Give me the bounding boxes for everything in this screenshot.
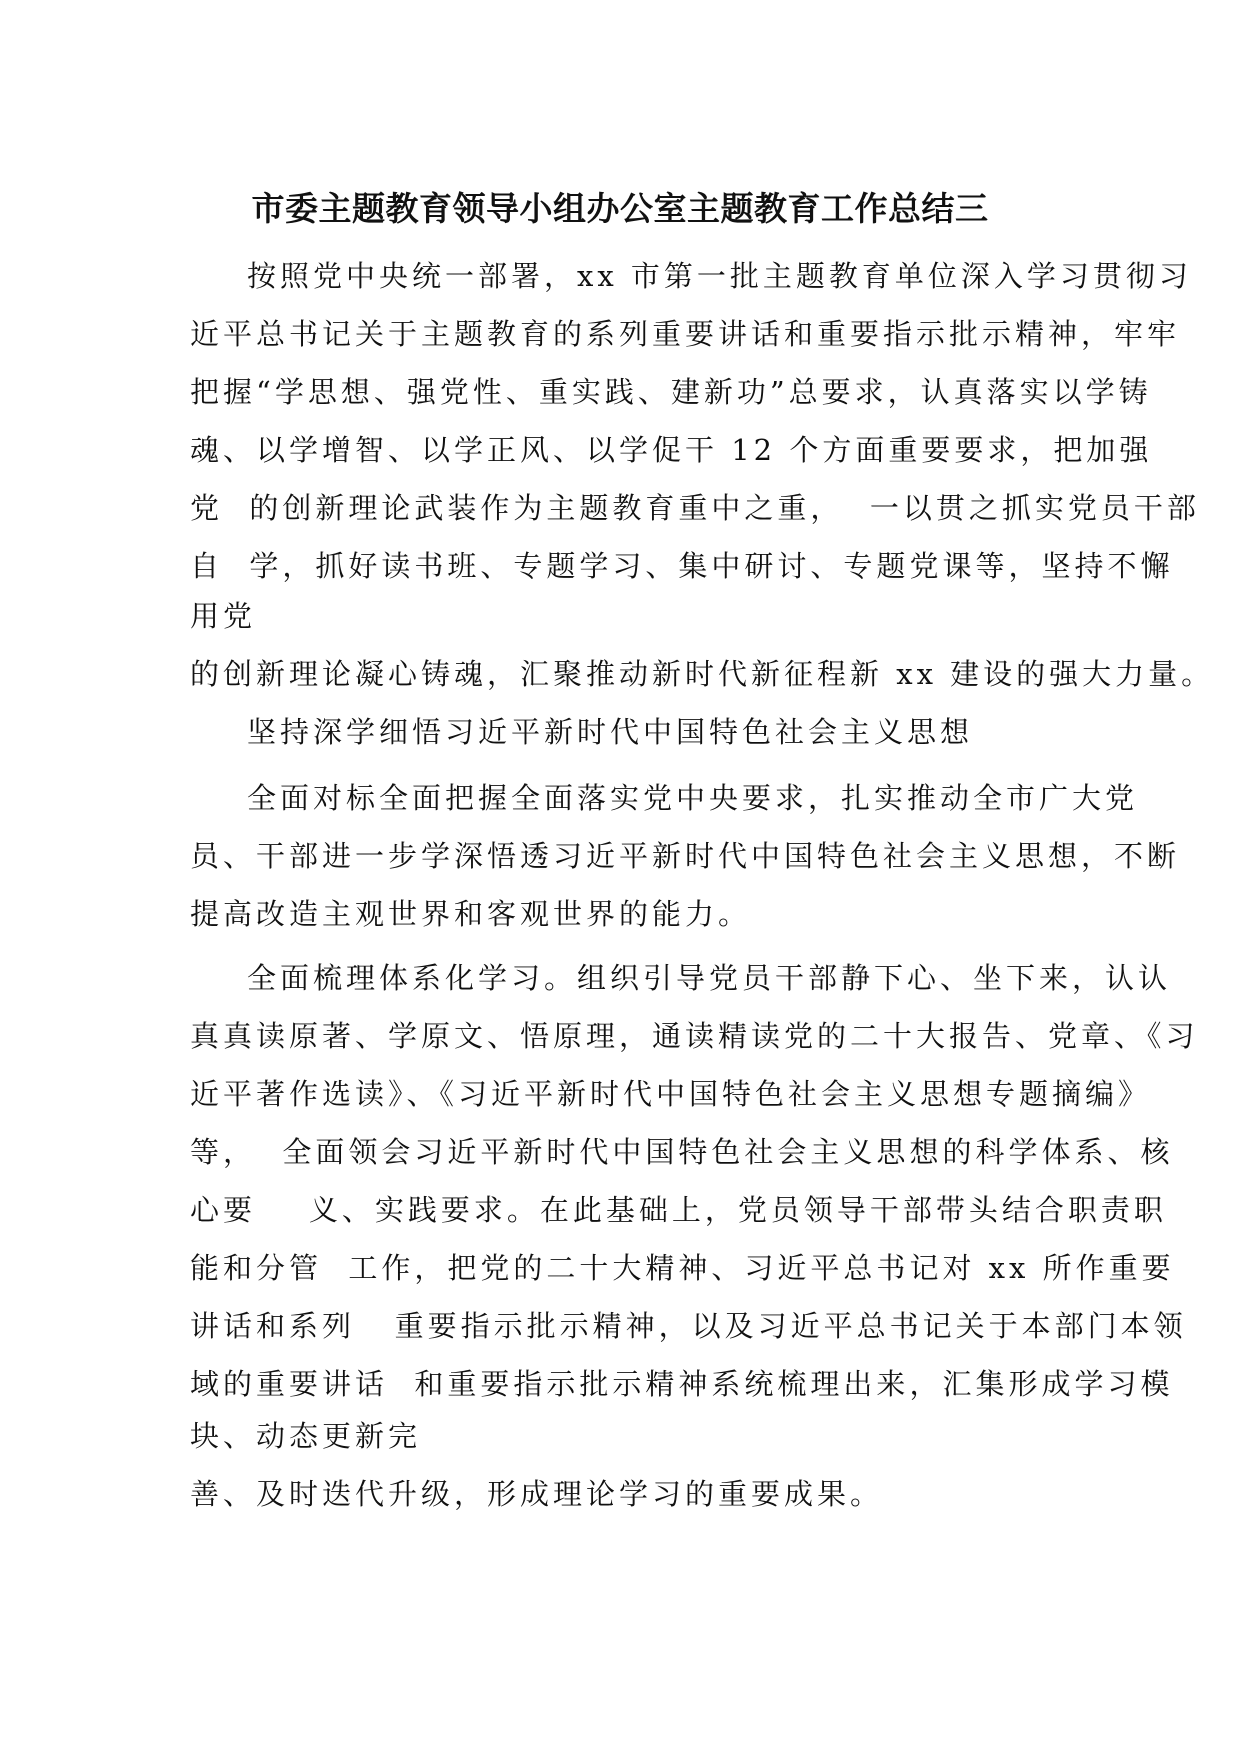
body-line: 员、干部进一步学深悟透习近平新时代中国特色社会主义思想，不断 [190,839,1181,873]
body-line: 真真读原著、学原文、悟原理，通读精读党的二十大报告、党章、《习 [190,1019,1199,1053]
body-line: 块、动态更新完 [190,1419,422,1453]
body-line: 近平总书记关于主题教育的系列重要讲话和重要指示批示精神，牢牢 [190,317,1181,351]
body-line: 近平著作选读》、《习近平新时代中国特色社会主义思想专题摘编》 [190,1077,1152,1111]
body-line: 心要 义、实践要求。在此基础上，党员领导干部带头结合职责职 [190,1193,1167,1227]
body-line: 自 学，抓好读书班、专题学习、集中研讨、专题党课等，坚持不懈 [190,549,1174,583]
body-line: 讲话和系列 重要指示批示精神，以及习近平总书记关于本部门本领 [190,1309,1187,1343]
body-line: 提高改造主观世界和客观世界的能力。 [190,897,752,931]
body-line: 等， 全面领会习近平新时代中国特色社会主义思想的科学体系、核 [190,1135,1174,1169]
body-line: 的创新理论凝心铸魂，汇聚推动新时代新征程新 xx 建设的强大力量。 [190,657,1215,691]
section-heading: 坚持深学细悟习近平新时代中国特色社会主义思想 [247,715,974,749]
body-line: 全面对标全面把握全面落实党中央要求，扎实推动全市广大党 [247,781,1139,815]
body-line: 域的重要讲话 和重要指示批示精神系统梳理出来，汇集形成学习模 [190,1367,1174,1401]
body-line: 全面梳理体系化学习。组织引导党员干部静下心、坐下来，认认 [247,961,1172,995]
body-line: 把握“学思想、强党性、重实践、建新功”总要求，认真落实以学铸 [190,375,1152,409]
document-title: 市委主题教育领导小组办公室主题教育工作总结三 [251,189,989,228]
body-line: 用党 [190,599,257,633]
body-line: 能和分管 工作，把党的二十大精神、习近平总书记对 xx 所作重要 [190,1251,1175,1285]
body-line: 党 的创新理论武装作为主题教育重中之重， 一以贯之抓实党员干部 [190,491,1200,525]
body-line: 善、及时迭代升级，形成理论学习的重要成果。 [190,1477,884,1511]
body-line: 按照党中央统一部署，xx 市第一批主题教育单位深入学习贯彻习 [247,259,1192,293]
body-line: 魂、以学增智、以学正风、以学促干 12 个方面重要要求，把加强 [190,433,1153,467]
